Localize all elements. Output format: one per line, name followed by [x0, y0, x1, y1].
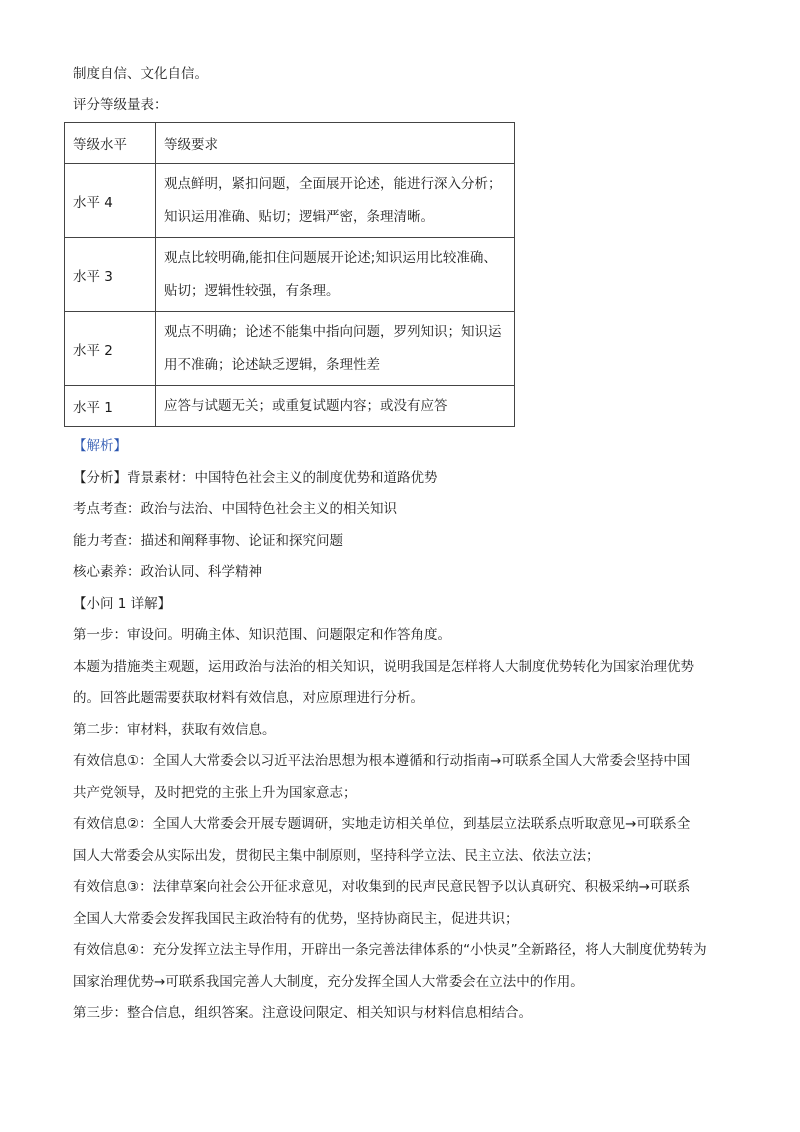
info-1-line: 有效信息①：全国人大常委会以习近平法治思想为根本遵循和行动指南→可联系全国人大常委会坚持中国 [73, 753, 691, 769]
step-2: 第二步：审材料，获取有效信息。 [73, 721, 276, 738]
requirement-line: 用不准确；论述缺乏逻辑，条理性差 [164, 356, 380, 373]
info-3-line: 有效信息③：法律草案向社会公开征求意见，对收集到的民声民意民智予以认真研究、积极采纳→可联系 [73, 879, 691, 895]
analysis-knowledge: 考点考查：政治与法治、中国特色社会主义的相关知识 [73, 501, 397, 517]
analysis-background: 【分析】背景素材：中国特色社会主义的制度优势和道路优势 [73, 469, 438, 486]
analysis-literacy: 核心素养：政治认同、科学精神 [73, 564, 262, 580]
level-cell: 水平 2 [65, 312, 156, 386]
requirement-cell [156, 386, 515, 427]
header-level: 等级水平 [65, 123, 156, 164]
table-row [65, 164, 515, 238]
table-row [65, 238, 515, 312]
requirement-line: 知识运用准确、贴切；逻辑严密，条理清晰。 [164, 208, 434, 225]
info-1-line: 共产党领导，及时把党的主张上升为国家意志； [73, 784, 357, 801]
requirement-cell [156, 312, 515, 386]
requirement-line: 观点比较明确,能扣住问题展开论述;知识运用比较准确、 [164, 249, 497, 266]
requirement-line: 观点不明确；论述不能集中指向问题，罗列知识；知识运 [164, 323, 502, 340]
info-4-line: 国家治理优势→可联系我国完善人大制度，充分发挥全国人大常委会在立法中的作用。 [73, 973, 584, 990]
requirement-cell [156, 238, 515, 312]
jiexi-heading: 【解析】 [73, 438, 127, 454]
requirement-cell [156, 164, 515, 238]
subquestion-heading: 【小问 1 详解】 [73, 595, 172, 612]
intro-line-1: 制度自信、文化自信。 [73, 66, 208, 82]
step-3: 第三步：整合信息，组织答案。注意设问限定、相关知识与材料信息相结合。 [73, 1005, 532, 1021]
table-row [65, 386, 515, 427]
table-row [65, 312, 515, 386]
header-requirement: 等级要求 [156, 123, 515, 164]
requirement-line: 应答与试题无关；或重复试题内容；或没有应答 [164, 397, 448, 414]
step-1: 第一步：审设问。明确主体、知识范围、问题限定和作答角度。 [73, 627, 451, 643]
document-page [73, 62, 733, 1030]
paragraph-line: 本题为措施类主观题，运用政治与法治的相关知识，说明我国是怎样将人大制度优势转化为国家治理优势 [73, 658, 694, 675]
requirement-line: 贴切；逻辑性较强，有条理。 [164, 282, 340, 299]
table-header-row [65, 123, 515, 164]
level-cell: 水平 1 [65, 386, 156, 427]
level-cell: 水平 3 [65, 238, 156, 312]
scale-title: 评分等级量表： [73, 97, 168, 113]
analysis-section [73, 431, 733, 1030]
info-2-line: 国人大常委会从实际出发，贯彻民主集中制原则，坚持科学立法、民主立法、依法立法； [73, 847, 600, 864]
requirement-line: 观点鲜明，紧扣问题，全面展开论述，能进行深入分析； [164, 175, 502, 192]
paragraph-line: 的。回答此题需要获取材料有效信息，对应原理进行分析。 [73, 690, 424, 706]
grading-table [64, 122, 515, 427]
info-2-line: 有效信息②：全国人大常委会开展专题调研，实地走访相关单位，到基层立法联系点听取意见→可联系全 [73, 816, 691, 832]
info-3-line: 全国人大常委会发挥我国民主政治特有的优势，坚持协商民主，促进共识； [73, 910, 519, 927]
info-4-line: 有效信息④：充分发挥立法主导作用，开辟出一条完善法律体系的“小快灵”全新路径，将人大制度优势转为 [73, 942, 707, 958]
analysis-ability: 能力考查：描述和阐释事物、论证和探究问题 [73, 532, 343, 549]
level-cell: 水平 4 [65, 164, 156, 238]
